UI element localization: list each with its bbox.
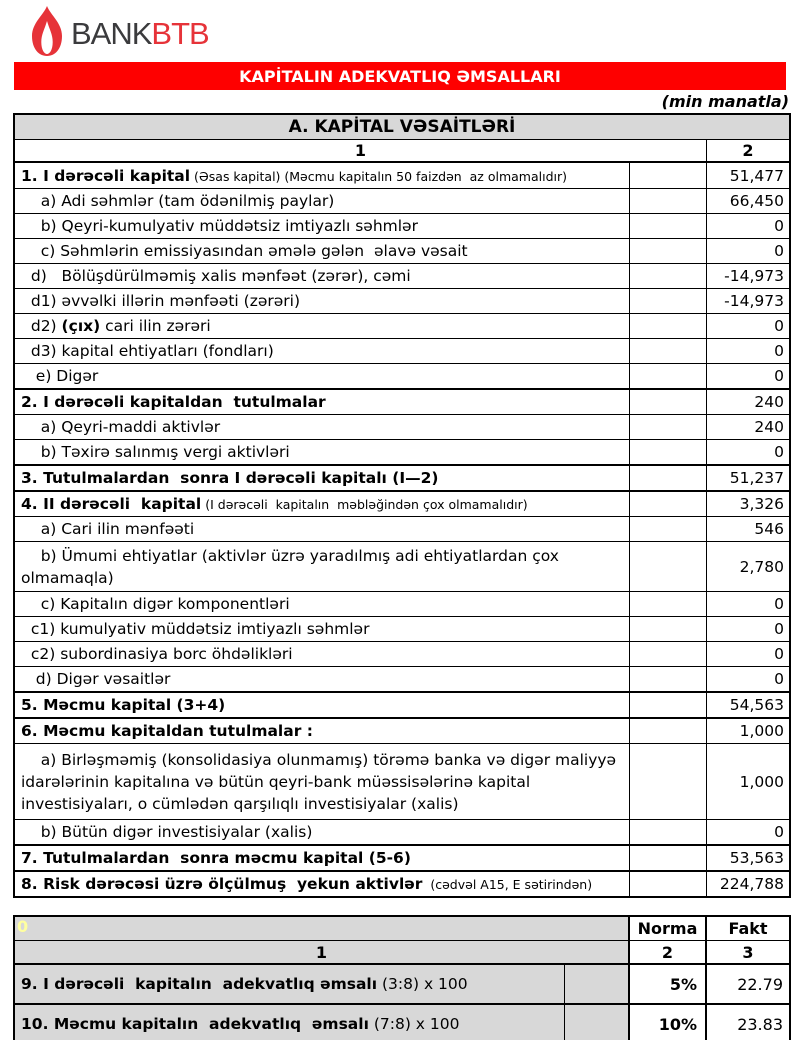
table-row — [15, 591, 789, 616]
row-label — [15, 214, 630, 238]
table-row — [15, 541, 789, 591]
column-header-1: 1 — [15, 140, 707, 161]
ratio-norma-value: 5% — [630, 965, 707, 1003]
row-label-bold: 6. Məcmu kapitaldan tutulmalar : — [21, 722, 313, 740]
row-empty-cell — [630, 239, 707, 263]
row-label — [15, 289, 630, 313]
ratio-label — [15, 965, 565, 1003]
table-row — [15, 263, 789, 288]
row-label-pre: d1) əvvəlki illərin mənfəəti (zərəri) — [21, 292, 301, 310]
row-empty-cell — [630, 289, 707, 313]
row-value: 0 — [774, 367, 784, 385]
column-header-2: 2 — [742, 141, 754, 160]
row-label — [15, 339, 630, 363]
row-empty-cell — [630, 693, 707, 717]
row-empty-cell — [630, 846, 707, 870]
row-empty-cell — [630, 667, 707, 691]
unit-note: (min manatla) — [661, 92, 789, 111]
row-label-post: cari ilin zərəri — [100, 317, 211, 335]
row-label — [15, 415, 630, 439]
row-label-pre: a) Birləşməmiş (konsolidasiya olunmamış) törəmə banka və digər maliyyə idarələrinin kapitalına və bütün qeyri-bank müəssisələrinə kapital investisiyaları, o cümlədən qarşılıqlı investisiyalar (xalis) — [21, 750, 622, 813]
row-label — [15, 846, 630, 870]
row-empty-cell — [630, 872, 707, 896]
table-row — [15, 414, 789, 439]
row-label-pre: b) Təxirə salınmış vergi aktivləri — [21, 443, 290, 461]
row-label — [15, 872, 630, 896]
corner-zero: 0 — [17, 917, 29, 936]
table-row — [15, 313, 789, 338]
norma-column-header: Norma — [630, 917, 707, 940]
row-value: 53,563 — [729, 849, 784, 867]
row-value: 0 — [774, 242, 784, 260]
ratio-header-label-cell — [15, 917, 630, 940]
ratio-label-post: (3:8) x 100 — [377, 974, 468, 993]
row-label-note: (cədvəl A15, E sətirindən) — [422, 877, 593, 892]
row-label-bold: 2. I dərəcəli kapitaldan tutulmalar — [21, 393, 326, 411]
row-label — [15, 264, 630, 288]
row-empty-cell — [630, 364, 707, 388]
row-empty-cell — [630, 214, 707, 238]
row-value: 0 — [774, 443, 784, 461]
row-label-pre: d) Digər vəsaitlər — [21, 670, 171, 688]
row-value: 0 — [774, 645, 784, 663]
row-label — [15, 390, 630, 414]
ratio-row — [15, 1003, 789, 1040]
ratio-table-number-row — [15, 940, 789, 963]
row-label-bold: (çıx) — [61, 317, 101, 335]
row-empty-cell — [630, 542, 707, 591]
row-label-pre: c) Səhmlərin emissiyasından əmələ gələn əlavə vəsait — [21, 242, 468, 260]
row-value: -14,973 — [724, 292, 784, 310]
row-label — [15, 719, 630, 743]
row-empty-cell — [630, 440, 707, 464]
row-value: 51,477 — [729, 166, 784, 185]
row-label-pre: a) Adi səhmlər (tam ödənilmiş paylar) — [21, 192, 335, 210]
table-row — [15, 338, 789, 363]
row-empty-cell — [630, 642, 707, 666]
table-row — [15, 641, 789, 666]
row-empty-cell — [630, 189, 707, 213]
row-value: 224,788 — [719, 875, 784, 893]
table-row — [15, 516, 789, 541]
number-header-3: 3 — [742, 942, 754, 962]
ratio-label — [15, 1005, 565, 1040]
table-row — [15, 213, 789, 238]
row-label-bold: 7. Tutulmalardan sonra məcmu kapital (5-6) — [21, 849, 411, 867]
row-empty-cell — [630, 314, 707, 338]
row-label — [15, 744, 630, 819]
row-label-pre: a) Cari ilin mənfəəti — [21, 520, 195, 538]
row-label-pre: d) Bölüşdürülməmiş xalis mənfəət (zərər), cəmi — [21, 267, 411, 285]
fakt-column-header: Fakt — [728, 919, 768, 938]
number-header-1: 1 — [15, 941, 630, 963]
capital-table — [13, 113, 791, 898]
row-value: 0 — [774, 620, 784, 638]
row-label — [15, 517, 630, 541]
capital-table-column-headers — [15, 140, 789, 163]
row-label — [15, 314, 630, 338]
capital-table-title: A. KAPİTAL VƏSAİTLƏRİ — [15, 115, 789, 140]
row-label-note: (Əsas kapital) (Məcmu kapitalın 50 faizdən az olmamalıdır) — [190, 168, 568, 184]
row-empty-cell — [630, 466, 707, 490]
table-row — [15, 439, 789, 464]
row-value: 66,450 — [729, 192, 784, 210]
table-row — [15, 819, 789, 844]
row-value: 1,000 — [739, 722, 784, 740]
row-label — [15, 592, 630, 616]
row-label — [15, 820, 630, 844]
row-value: 0 — [774, 342, 784, 360]
row-label-pre: c2) subordinasiya borc öhdəlikləri — [21, 645, 293, 663]
row-label-bold: 1. I dərəcəli kapital — [21, 166, 191, 185]
row-label-pre: b) Qeyri-kumulyativ müddətsiz imtiyazlı səhmlər — [21, 217, 418, 235]
logo-btb-text: BTB — [151, 15, 209, 51]
row-empty-cell — [630, 492, 707, 516]
table-row — [15, 238, 789, 263]
row-label-bold: 8. Risk dərəcəsi üzrə ölçülmuş yekun aktivlər — [21, 875, 423, 893]
row-value: 0 — [774, 595, 784, 613]
row-label-pre: b) Bütün digər investisiyalar (xalis) — [21, 823, 313, 841]
row-empty-cell — [630, 415, 707, 439]
row-label-pre: c) Kapitalın digər komponentləri — [21, 595, 290, 613]
row-label-pre: a) Qeyri-maddi aktivlər — [21, 418, 221, 436]
row-label — [15, 364, 630, 388]
row-value: 546 — [754, 520, 784, 538]
row-empty-cell — [630, 719, 707, 743]
row-label — [15, 693, 630, 717]
ratio-row — [15, 963, 789, 1003]
row-empty-cell — [630, 617, 707, 641]
row-label — [15, 163, 630, 188]
logo-bank-text: BANK — [71, 15, 152, 51]
ratio-table-header-row — [15, 917, 789, 940]
row-label-pre: d2) — [21, 317, 62, 335]
row-empty-cell — [630, 517, 707, 541]
row-empty-cell — [630, 744, 707, 819]
row-value: 1,000 — [739, 772, 784, 791]
table-row — [15, 844, 789, 870]
ratio-label-post: (7:8) x 100 — [368, 1014, 460, 1033]
ratio-fakt-value: 23.83 — [737, 1014, 783, 1034]
flame-icon — [30, 6, 64, 60]
ratio-label-bold: 9. I dərəcəli kapitalın adekvatlıq əmsalı — [21, 974, 378, 993]
row-label-pre: e) Digər — [21, 367, 99, 385]
row-empty-cell — [630, 163, 707, 188]
table-row — [15, 870, 789, 896]
page-header — [0, 0, 800, 56]
report-title-banner: KAPİTALIN ADEKVATLIQ ƏMSALLARI — [14, 62, 786, 90]
table-row — [15, 717, 789, 743]
row-value: 51,237 — [729, 469, 784, 487]
ratio-fakt-value: 22.79 — [737, 974, 783, 994]
ratio-norma-value: 10% — [630, 1005, 707, 1040]
table-row — [15, 188, 789, 213]
row-label-pre: b) Ümumi ehtiyatlar (aktivlər üzrə yaradılmış adi ehtiyatlardan çox olmamaqla) — [21, 546, 564, 587]
ratio-table — [13, 915, 791, 1040]
logo-text — [71, 15, 209, 51]
row-label — [15, 667, 630, 691]
row-label — [15, 492, 630, 516]
row-empty-cell — [630, 264, 707, 288]
row-empty-cell — [630, 820, 707, 844]
table-row — [15, 691, 789, 717]
row-value: 3,326 — [739, 495, 784, 513]
table-row — [15, 464, 789, 490]
row-value: -14,973 — [724, 267, 784, 285]
row-label — [15, 466, 630, 490]
capital-table-body — [15, 163, 789, 896]
row-value: 2,780 — [739, 557, 784, 576]
row-label — [15, 542, 630, 591]
row-label — [15, 642, 630, 666]
number-header-2: 2 — [630, 941, 707, 963]
row-label-note: (I dərəcəli kapitalın məbləğindən çox olmamalıdır) — [201, 497, 528, 512]
ratio-label-bold: 10. Məcmu kapitalın adekvatlıq əmsalı — [21, 1014, 369, 1033]
row-empty-cell — [630, 390, 707, 414]
table-row — [15, 388, 789, 414]
table-row — [15, 288, 789, 313]
row-label — [15, 189, 630, 213]
table-row — [15, 666, 789, 691]
row-value: 0 — [774, 317, 784, 335]
table-row — [15, 743, 789, 819]
row-empty-cell — [630, 592, 707, 616]
table-row — [15, 363, 789, 388]
table-row — [15, 490, 789, 516]
row-label-bold: 3. Tutulmalardan sonra I dərəcəli kapitalı (I—2) — [21, 469, 439, 487]
row-value: 0 — [774, 823, 784, 841]
row-value: 240 — [754, 418, 784, 436]
row-value: 54,563 — [729, 696, 784, 714]
ratio-table-body — [15, 963, 789, 1040]
ratio-empty-cell — [565, 965, 630, 1003]
row-label — [15, 617, 630, 641]
row-label — [15, 440, 630, 464]
ratio-empty-cell — [565, 1005, 630, 1040]
row-label-pre: d3) kapital ehtiyatları (fondları) — [21, 342, 274, 360]
row-empty-cell — [630, 339, 707, 363]
row-value: 0 — [774, 217, 784, 235]
bank-logo — [30, 6, 800, 60]
row-value: 0 — [774, 670, 784, 688]
row-label-bold: 4. II dərəcəli kapital — [21, 495, 202, 513]
row-label — [15, 239, 630, 263]
row-value: 240 — [754, 393, 784, 411]
table-row — [15, 616, 789, 641]
table-row — [15, 163, 789, 188]
row-label-bold: 5. Məcmu kapital (3+4) — [21, 696, 226, 714]
row-label-pre: c1) kumulyativ müddətsiz imtiyazlı səhmlər — [21, 620, 370, 638]
